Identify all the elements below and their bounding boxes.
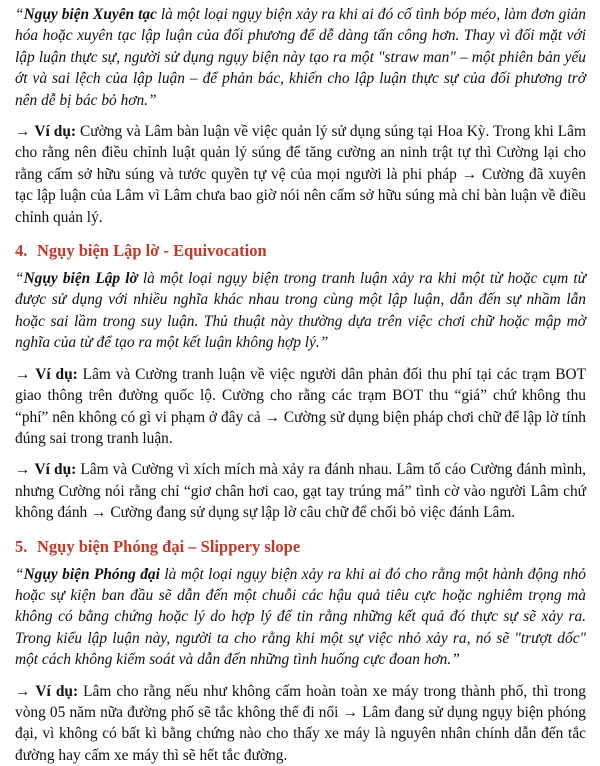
slippery-slope-definition: “Ngụy biện Phóng đại là một loại ngụy biện xảy ra khi ai đó cho rằng một hành động nhỏ hoặc sự kiện ban đầu sẽ dẫn đến một chuỗi các hậu quả tiêu cực hoặc nghiêm trọng mà không có bằng chứng hoặc lý do hợp lý để tin rằng những kết quả đó thực sự sẽ xảy ra. Trong kiểu lập luận này, người ta cho rằng khi một sự việc nhỏ xảy ra, nó sẽ "trượt dốc" một cách không kiểm soát và dẫn đến những tình huống cực đoan hơn.” bbox=[15, 565, 587, 669]
slippery-slope-term: Ngụy biện Phóng đại bbox=[23, 565, 160, 583]
section-title: Ngụy biện Phóng đại – Slippery slope bbox=[37, 536, 301, 556]
strawman-definition-text: là một loại ngụy biện xảy ra khi ai đó cố tình bóp méo, làm đơn giản hóa hoặc xuyên tạc lập luận của đối phương để dễ dàng tấn công hơn. Thay vì đối mặt với lập luận thực sự, người sử dụng ngụy biện này tạo ra một "straw man" – một phiên bản yếu ớt và sai lệch của lập luận – để phản bác, khiến cho lập luận thực sự của đối phương trở nên dễ bị bác bỏ hơn. bbox=[15, 6, 586, 109]
example-text: Lâm cho rằng nếu như không cấm hoàn toàn xe máy trong thành phố, thì trong vòng 05 năm nữa đường phố sẽ tắc không thể đi nổi → Lâm đang sử dụng ngụy biện phóng đại, vì không có bất kì bằng chứng nào cho thấy xe máy là nguyên nhân chính dẫn đến tắc đường hay cấm xe máy thì sẽ hết tắc đường. bbox=[15, 682, 587, 764]
equivocation-term: Ngụy biện Lập lờ bbox=[23, 270, 138, 288]
equivocation-example-1: → Ví dụ: Lâm và Cường tranh luận về việc người dân phản đối thu phí tại các trạm BOT giao thông trên đường quốc lộ. Cường cho rằng các trạm BOT thu “giá” chứ không thu “phí” nên không có gì vi phạm ở đây cả → Cường sử dụng biện pháp chơi chữ để lập lờ tính đúng sai trong tranh luận. bbox=[15, 365, 586, 447]
example-text: Lâm và Cường vì xích mích mà xảy ra đánh nhau. Lâm tố cáo Cường đánh mình, nhưng Cường nói rằng chỉ “giơ chân hơi cao, gạt tay trúng má” tình cờ vào người Lâm chứ không đánh → Cường đang sử dụng sự lập lờ câu chữ để chối bỏ việc đánh Lâm. bbox=[15, 461, 586, 522]
strawman-term: Ngụy biện Xuyên tạc bbox=[23, 6, 157, 23]
strawman-example: → Ví dụ: Cường và Lâm bàn luận về việc quản lý sử dụng súng tại Hoa Kỳ. Trong khi Lâm cho rằng nên điều chỉnh luật quản lý súng để tăng cường an ninh trật tự thì Cường lại cho rằng cấm sở hữu súng và tước quyền tự vệ của mọi người là phi pháp → Cường đã xuyên tạc lập luận của Lâm vì Lâm chưa bao giờ nói nên cấm sở hữu súng mà chỉ bàn luận về điều chỉnh quản lý. bbox=[15, 123, 586, 226]
equivocation-example-2: → Ví dụ: Lâm và Cường vì xích mích mà xảy ra đánh nhau. Lâm tố cáo Cường đánh mình, nhưng Cường nói rằng chỉ “giơ chân hơi cao, gạt tay trúng má” tình cờ vào người Lâm chứ không đánh → Cường đang sử dụng sự lập lờ câu chữ để chối bỏ việc đánh Lâm. bbox=[15, 461, 586, 522]
equivocation-definition: “Ngụy biện Lập lờ là một loại ngụy biện trong tranh luận xảy ra khi một từ hoặc cụm từ được sử dụng với nhiều nghĩa khác nhau trong cùng một lập luận, dẫn đến sự nhầm lẫn hoặc sai lầm trong suy luận. Thủ thuật này thường dựa trên việc chơi chữ hoặc mập mờ nghĩa của từ để tạo ra một kết luận không hợp lý.” bbox=[15, 270, 586, 352]
example-label: Ví dụ: bbox=[35, 682, 79, 700]
section-title: Ngụy biện Lập lờ - Equivocation bbox=[37, 241, 267, 261]
example-text: Lâm và Cường tranh luận về việc người dân phản đối thu phí tại các trạm BOT giao thông trên đường quốc lộ. Cường cho rằng các trạm BOT thu “giá” chứ không thu “phí” nên không có gì vi phạm ở đây cả → Cường sử dụng biện pháp chơi chữ để lập lờ tính đúng sai trong tranh luận. bbox=[15, 365, 586, 447]
example-label: Ví dụ: bbox=[35, 365, 78, 383]
example-label: Ví dụ: bbox=[34, 461, 77, 479]
section-number: 4. bbox=[15, 241, 28, 261]
slippery-slope-definition-text: là một loại ngụy biện xảy ra khi ai đó cho rằng một hành động nhỏ hoặc sự kiện ban đầu sẽ dẫn đến một chuỗi các hậu quả tiêu cực hoặc nghiêm trọng mà không có bằng chứng hoặc lý do hợp lý để tin rằng những kết quả đó thực sự sẽ xảy ra. Trong kiểu lập luận này, người ta cho rằng khi một sự việc nhỏ xảy ra, nó sẽ "trượt dốc" một cách không kiểm soát và dẫn đến những tình huống cực đoan hơn. bbox=[15, 565, 587, 669]
strawman-definition: “Ngụy biện Xuyên tạc là một loại ngụy biện xảy ra khi ai đó cố tình bóp méo, làm đơn giản hóa hoặc xuyên tạc lập luận của đối phương để dễ dàng tấn công hơn. Thay vì đối mặt với lập luận thực sự, người sử dụng ngụy biện này tạo ra một "straw man" – một phiên bản yếu ớt và sai lệch của lập luận – để phản bác, khiến cho lập luận thực sự của đối phương trở nên dễ bị bác bỏ hơn.” bbox=[15, 6, 586, 109]
equivocation-definition-text: là một loại ngụy biện trong tranh luận xảy ra khi một từ hoặc cụm từ được sử dụng với nhiều nghĩa khác nhau trong cùng một lập luận, dẫn đến sự nhầm lẫn hoặc sai lầm trong suy luận. Thủ thuật này thường dựa trên việc chơi chữ hoặc mập mờ nghĩa của từ để tạo ra một kết luận không hợp lý. bbox=[15, 270, 586, 352]
slippery-slope-example: → Ví dụ: Lâm cho rằng nếu như không cấm hoàn toàn xe máy trong thành phố, thì trong vòng 05 năm nữa đường phố sẽ tắc không thể đi nổi → Lâm đang sử dụng ngụy biện phóng đại, vì không có bất kì bằng chứng nào cho thấy xe máy là nguyên nhân chính dẫn đến tắc đường hay cấm xe máy thì sẽ hết tắc đường. bbox=[15, 682, 587, 764]
section-heading-slippery-slope bbox=[15, 536, 586, 558]
section-number: 5. bbox=[15, 536, 28, 556]
example-label: Ví dụ: bbox=[34, 123, 77, 141]
example-text: Cường và Lâm bàn luận về việc quản lý sử dụng súng tại Hoa Kỳ. Trong khi Lâm cho rằng nên điều chỉnh luật quản lý súng để tăng cường an ninh trật tự thì Cường lại cho rằng cấm sở hữu súng và tước quyền tự vệ của mọi người là phi pháp → Cường đã xuyên tạc lập luận của Lâm vì Lâm chưa bao giờ nói nên cấm sở hữu súng mà chỉ bàn luận về điều chỉnh quản lý. bbox=[15, 123, 586, 226]
section-heading-equivocation bbox=[15, 240, 586, 262]
